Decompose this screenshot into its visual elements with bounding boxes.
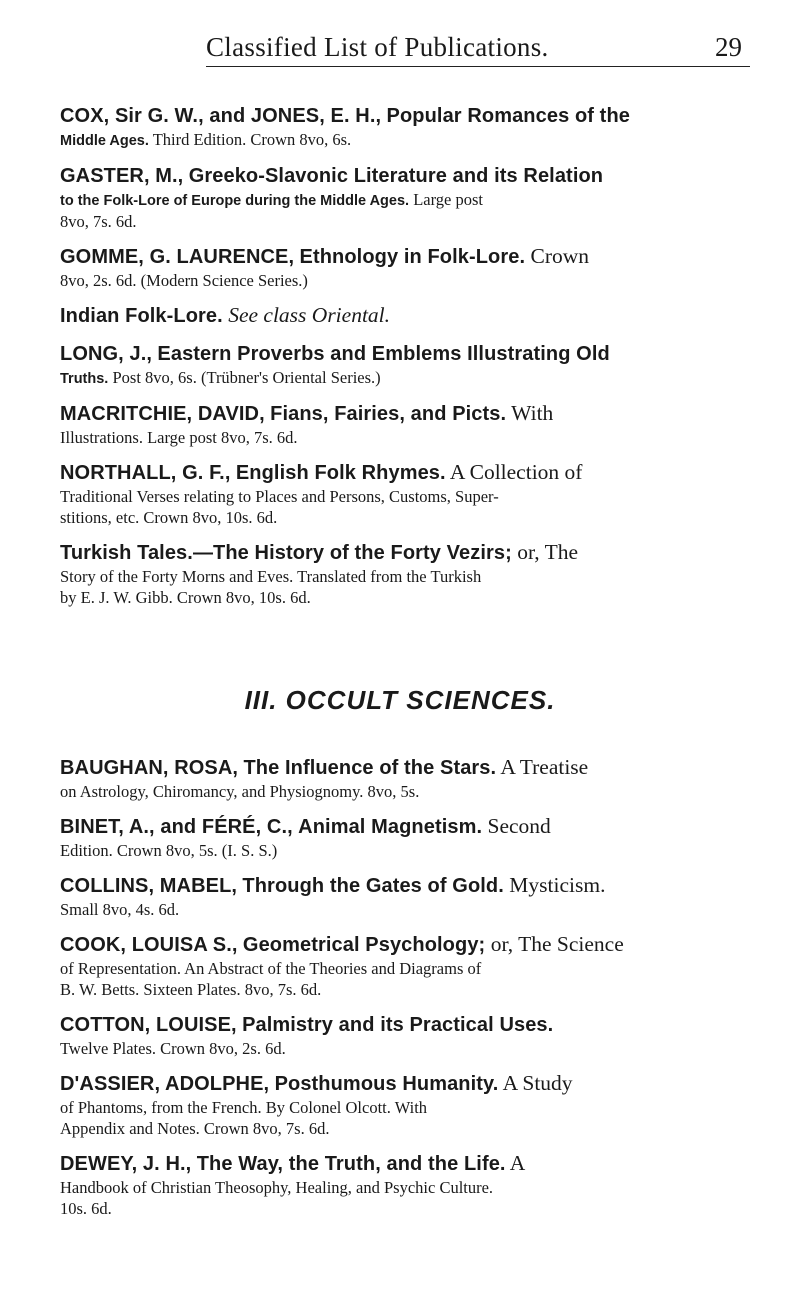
- running-title: Classified List of Publications.: [206, 32, 549, 62]
- entry-author: MACRITCHIE, DAVID,: [60, 403, 265, 425]
- entry-details: on Astrology, Chiromancy, and Physiognomy. 8vo, 5s.: [60, 782, 420, 801]
- entry-indian-folklore: [60, 303, 760, 329]
- entry-details: Handbook of Christian Theosophy, Healing, and Psychic Culture.: [60, 1178, 494, 1197]
- entry-gomme: [60, 244, 760, 291]
- entry-title-rest: or, The Science: [490, 932, 624, 956]
- entry-macritchie: [60, 401, 760, 448]
- entry-details-2: Appendix and Notes. Crown 8vo, 7s. 6d.: [60, 1119, 330, 1138]
- entry-dassier: [60, 1071, 760, 1139]
- entry-author: COTTON, LOUISE,: [60, 1014, 237, 1036]
- entry-title-rest: A Collection of: [449, 460, 583, 484]
- entry-cross-ref: See class Oriental.: [228, 303, 391, 327]
- entry-details: Large post: [413, 190, 484, 209]
- entry-author: Turkish Tales.: [60, 542, 193, 564]
- entry-author: DEWEY, J. H.,: [60, 1153, 192, 1175]
- entry-details-2: 10s. 6d.: [60, 1199, 112, 1218]
- entry-title: Greeko-Slavonic Literature and its Relation: [188, 165, 604, 187]
- entry-details: Third Edition. Crown 8vo, 6s.: [152, 130, 352, 149]
- entry-binet: [60, 814, 760, 861]
- entry-title-rest: A Treatise: [500, 755, 589, 779]
- entry-details: Illustrations. Large post 8vo, 7s. 6d.: [60, 428, 298, 447]
- entry-author: GASTER, M.,: [60, 165, 184, 187]
- page-number: 29: [715, 32, 742, 62]
- entry-details: Small 8vo, 4s. 6d.: [60, 900, 180, 919]
- entry-title: Palmistry and its Practical Uses.: [242, 1014, 554, 1036]
- entries-top: [60, 103, 760, 620]
- entry-title-rest: A: [509, 1151, 526, 1175]
- entry-author: LONG, J.,: [60, 343, 153, 365]
- entry-title: Posthumous Humanity.: [274, 1073, 499, 1095]
- entries-bottom: [60, 755, 760, 1231]
- entry-author: BINET, A., and FÉRÉ, C.,: [60, 816, 293, 838]
- section-heading: III. OCCULT SCIENCES.: [244, 685, 556, 715]
- entry-title-cont: to the Folk-Lore of Europe during the Middle Ages.: [60, 193, 410, 209]
- entry-author: GOMME, G. LAURENCE,: [60, 246, 295, 268]
- entry-title: Ethnology in Folk-Lore.: [299, 246, 526, 268]
- entry-baughan: [60, 755, 760, 802]
- entry-title: Animal Magnetism.: [298, 816, 483, 838]
- entry-author: BAUGHAN, ROSA,: [60, 757, 239, 779]
- entry-dewey: [60, 1151, 760, 1219]
- entry-details: Post 8vo, 6s. (Trübner's Oriental Series.): [112, 368, 381, 387]
- entry-gaster: [60, 163, 760, 232]
- entry-author: COX, Sir G. W., and JONES, E. H.,: [60, 105, 382, 127]
- entry-title: Popular Romances of the: [386, 105, 630, 127]
- entry-details-2: stitions, etc. Crown 8vo, 10s. 6d.: [60, 508, 278, 527]
- entry-details: Traditional Verses relating to Places and Persons, Customs, Super-: [60, 487, 499, 506]
- entry-turkish-tales: [60, 540, 760, 608]
- entry-details-2: 8vo, 7s. 6d.: [60, 212, 137, 231]
- entry-author: D'ASSIER, ADOLPHE,: [60, 1073, 270, 1095]
- entry-cotton: [60, 1012, 760, 1059]
- entry-details-2: B. W. Betts. Sixteen Plates. 8vo, 7s. 6d.: [60, 980, 322, 999]
- entry-title-rest: or, The: [517, 540, 579, 564]
- entry-details: Twelve Plates. Crown 8vo, 2s. 6d.: [60, 1039, 286, 1058]
- entry-title-cont: Middle Ages.: [60, 133, 149, 149]
- entry-author: COOK, LOUISA S.,: [60, 934, 238, 956]
- entry-author: COLLINS, MABEL,: [60, 875, 238, 897]
- entry-author: NORTHALL, G. F.,: [60, 462, 231, 484]
- entry-details: Edition. Crown 8vo, 5s. (I. S. S.): [60, 841, 278, 860]
- entry-title: The Way, the Truth, and the Life.: [196, 1153, 506, 1175]
- entry-title: Geometrical Psychology;: [242, 934, 486, 956]
- entry-title: The Influence of the Stars.: [243, 757, 497, 779]
- entry-title: —The History of the Forty Vezirs;: [192, 542, 512, 564]
- entry-title-cont: Truths.: [60, 371, 109, 387]
- entry-northall: [60, 460, 760, 528]
- entry-title-rest: A Study: [502, 1071, 573, 1095]
- entry-details: Story of the Forty Morns and Eves. Translated from the Turkish: [60, 567, 482, 586]
- entry-details: of Phantoms, from the French. By Colonel Olcott. With: [60, 1098, 428, 1117]
- entry-cox: [60, 103, 760, 151]
- page-header: [206, 30, 750, 67]
- entry-details: of Representation. An Abstract of the Theories and Diagrams of: [60, 959, 482, 978]
- entry-details-2: by E. J. W. Gibb. Crown 8vo, 10s. 6d.: [60, 588, 311, 607]
- entry-details: 8vo, 2s. 6d. (Modern Science Series.): [60, 271, 308, 290]
- entry-title: Through the Gates of Gold.: [242, 875, 504, 897]
- entry-title-rest: Mysticism.: [509, 873, 606, 897]
- entry-title-rest: Second: [487, 814, 551, 838]
- entry-author: Indian Folk-Lore.: [60, 305, 223, 327]
- entry-collins: [60, 873, 760, 920]
- entry-title: Fians, Fairies, and Picts.: [270, 403, 507, 425]
- entry-title-rest: With: [511, 401, 554, 425]
- entry-title-rest: Crown: [530, 244, 590, 268]
- entry-title: English Folk Rhymes.: [235, 462, 446, 484]
- entry-long: [60, 341, 760, 389]
- entry-cook: [60, 932, 760, 1000]
- entry-title: Eastern Proverbs and Emblems Illustrating Old: [157, 343, 610, 365]
